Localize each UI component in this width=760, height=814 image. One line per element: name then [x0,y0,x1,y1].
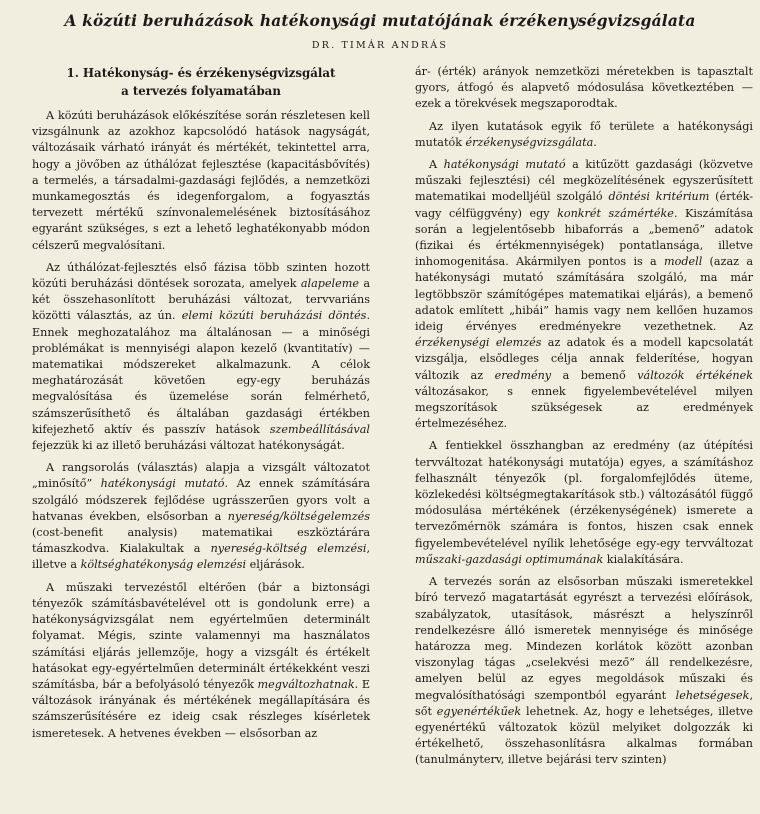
paragraph: A rangsorolás (választás) alapja a vizsgált változatot „minősítő” hatékonysági mutató. Az ennek számítására szolgáló módszerek fejlődése ugrásszerűen gyors volt a hatvanas években, elsősorban a nyereség/költségelemzés (cost-benefit analysis) matematikai eszköztárára támaszkodva. Kialakultak a nyereség-költség elemzési, illetve a költséghatékonyság elemzési eljárások. [32,461,371,572]
paragraph: A közúti beruházások előkészítése során részletesen kell vizsgálnunk az azokhoz kapcsolódó hatások nagyságát, változásaik várható irányát és mértékét, tekintettel arra, hogy a jövőben az úthálózat fejlesztése (kapacitásbővítés) a termelés, a társadalmi-gazdasági fejlődés, a nemzetközi munkamegosztás és idegenforgalom, a fogyasztás tervezett mértékű színvonalemelésének biztosításához egyaránt szükséges, s ezt a lehető leghatékonyabb módon célszerű megvalósítani. [32,109,370,252]
paragraph: A műszaki tervezéstől eltérően (bár a biztonsági tényezők számításbavételével ott is gondolunk erre) a hatékonyságvizsgálat nem egyértelműen determinált folyamat. Mégis, szinte valamennyi ma használatos számítási eljárás jellemzője, hogy a vizsgált és értékelt hatásokat egy-egyértelműen determinált értékekként veszi számításba, bár a befolyásoló tényezők megváltozhatnak. E változások irányának és mértékének megállapítására és számszerűsítésére ez ideig csak részleges kísérletek ismeretesek. A hetvenes években — elsősorban az [32,580,371,740]
paragraph: A tervezés során az elsősorban műszaki ismeretekkel bíró tervező magatartását egyrészt a tervezési előírások, szabályzatok, utasítások, másrészt a helyszínről rendelkezésre álló ismeretek mennyisége és minősége határozza meg. Mindezen korlátok között azonban viszonylag tágas „cselekvési mező” áll rendelkezésre, amelyen belül az egyes megoldások műszaki és megvalósíthatósági szempontból egyaránt lehetségesek, sőt egyenértékűek lehetnek. Az, hogy e lehetséges, illetve egyenértékű változatok közül melyiket dolgozzák ki értékelhető, összehasonlításra alkalmas formában (tanulmányterv, illetve bejárási terv szinten) [415,575,753,767]
article-title: A közúti beruházások hatékonysági mutatójának érzékenységvizsgálata [64,12,696,30]
paragraph: A fentiekkel összhangban az eredmény (az útépítési tervváltozat hatékonysági mutatója) egyes, a számításhoz felhasznált tényezők (pl. forgalomfejlődés üteme, közlekedési költségmegtakarítások stb.) változásától függő módosulása mértékének (érzékenységének) ismerete a tervezőmérnök számára is fontos, hiszen csak ennek figyelembevételével nyílik lehetősége egy-egy tervváltozat műszaki-gazdasági optimumának kialakítására. [415,439,753,566]
paragraph: Az úthálózat-fejlesztés első fázisa több szinten hozott közúti beruházási döntések sorozata, amelyek alapeleme a két összehasonlított beruházási változat, tervvariáns közötti választás, az ún. elemi közúti beruházási döntés. Ennek meghozatalához ma általánosan — a minőségi problémákat is mennyiségi alapon kezelő (kvantitatív) — matematikai módszereket alkalmazunk. A célok meghatározását követően egy-egy beruházás megvalósítása és üzemelése során felmérhető, számszerűsíthető és általában gazdasági értékben kifejezhető aktív és passzív hatások szembeállításával fejezzük ki az illető beruházási változat hatékonyságát. [32,260,371,453]
section-heading-line1: 1. Hatékonyság- és érzékenységvizsgálat [66,66,336,80]
paragraph: ár- (érték) arányok nemzetközi méretekben is tapasztalt gyors, átfogó és alapvető módosulása következtében — ezek a törekvések megszaporodtak. [415,65,753,111]
article-author: DR. TIMÁR ANDRÁS [311,40,449,51]
section-heading [32,64,370,100]
section-heading-line2: a tervezés folyamatában [121,84,281,98]
paragraph: A hatékonysági mutató a kitűzött gazdasági (közvetve műszaki fejlesztési) cél megközelítésének egyszerűsített matematikai modelljéül szolgáló döntési kritérium (érték- vagy célfüggvény) egy konkrét számértéke. Kiszámítása során a legjelentősebb hibaforrás a „bemenő” adatok (fizikai és értékmennyiségek) pontatlansága, illetve inhomogenitása. Akármilyen pontos is a modell (azaz a hatékonysági mutató számítására szolgáló, ma már legtöbbször számítógépes matematikai eljárás), a bemenő adatok említett „hibái” hamis vagy nem kellően huzamos ideig érvényes eredményekre vezethetnek. Az érzékenységi elemzés az adatok és a modell kapcsolatát vizsgálja, elsődleges célja annak felderítése, hogyan változik az eredmény a bemenő változók értékének változásakor, s ennek figyelembevételével milyen megszorítások szükségesek az eredmények értelmezéséhez. [415,158,754,431]
left-column [32,64,370,748]
right-column [415,64,753,775]
paragraph: Az ilyen kutatások egyik fő területe a hatékonysági mutatók érzékenységvizsgálata. [415,119,753,149]
